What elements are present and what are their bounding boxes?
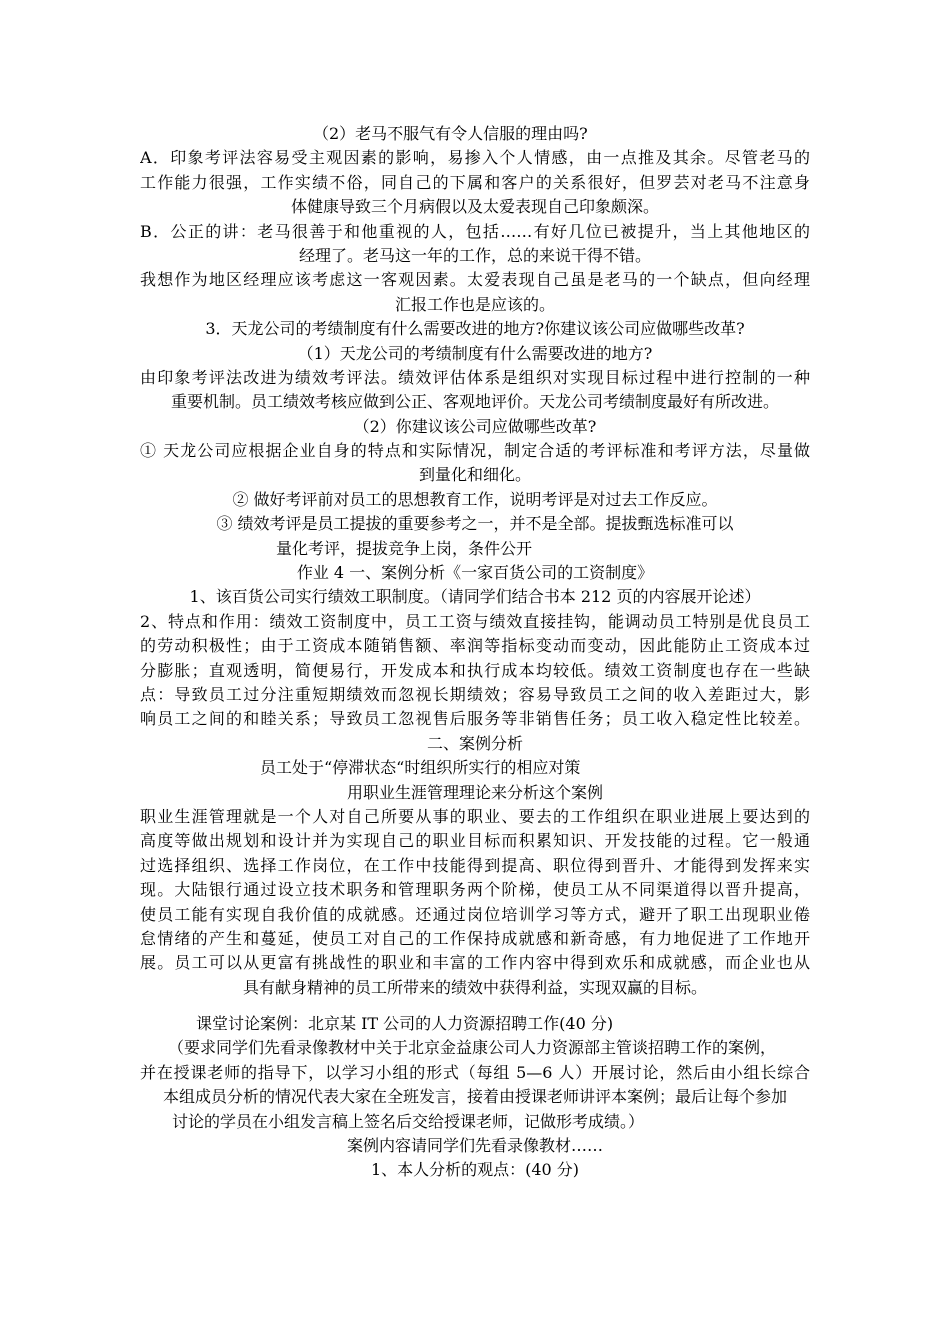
text-line: ③ 绩效考评是员工提拔的重要参考之一，并不是全部。提拔甄选标准可以 (216, 514, 734, 534)
text-line: 汇报工作也是应该的。 (394, 294, 555, 314)
text-line: 职业生涯管理就是一个人对自己所要从事的职业、要去的工作组织在职业进展上要达到的 (140, 806, 810, 826)
text-line: B．公正的讲：老马很善于和他重视的人，包括……有好几位已被提升，当上其他地区的 (140, 221, 810, 241)
text-line: 过选择组织、选择工作岗位，在工作中技能得到提高、职位得到晋升、才能得到发挥来实 (140, 855, 810, 875)
case-title: 课堂讨论案例：北京某 IT 公司的人力资源招聘工作(40 分) (196, 1014, 614, 1034)
text-line: 点：导致员工过分注重短期绩效而忽视长期绩效；容易导致员工之间的收入差距过大，影 (140, 684, 810, 704)
text-line: 重要机制。员工绩效考核应做到公正、客观地评价。天龙公司考绩制度最好有所改进。 (170, 392, 779, 412)
text-line: 作业 4 一、案例分析《一家百货公司的工资制度》 (296, 563, 654, 583)
text-line: 本组成员分析的情况代表大家在全班发言，接着由授课老师讲评本案例；最后让每个参加 (162, 1087, 787, 1107)
text-line: 员工处于“停滞状态“时组织所实行的相应对策 (260, 758, 581, 778)
text-line: 体健康导致三个月病假以及太爱表现自己印象颇深。 (290, 197, 659, 217)
text-line: 的劳动积极性；由于工资成本随销售额、率润等指标变动而变动，因此能防止工资成本过 (140, 636, 810, 656)
text-line: （要求同学们先看录像教材中关于北京金益康公司人力资源部主管谈招聘工作的案例， (168, 1038, 777, 1058)
text-line: 案例内容请同学们先看录像教材…… (346, 1136, 603, 1156)
text-line: ② 做好考评前对员工的思想教育工作，说明考评是对过去工作反应。 (232, 489, 718, 509)
document-body (140, 122, 810, 1183)
text-line: 工作能力很强，工作实绩不俗，同自己的下属和客户的关系很好，但罗芸对老马不注意身 (140, 172, 810, 192)
text-line: 1、该百货公司实行绩效工职制度。（请同学们结合书本 212 页的内容展开论述） (189, 587, 761, 607)
text-line: 3．天龙公司的考绩制度有什么需要改进的地方?你建议该公司应做哪些改革? (205, 319, 745, 339)
text-line: 现。大陆银行通过设立技术职务和管理职务两个阶梯，使员工从不同渠道得以晋升提高， (140, 880, 810, 900)
text-line: 由印象考评法改进为绩效考评法。绩效评估体系是组织对实现目标过程中进行控制的一种 (140, 367, 810, 387)
text-line: （1）天龙公司的考绩制度有什么需要改进的地方? (297, 343, 653, 363)
text-line: 分膨胀；直观透明，简便易行，开发成本和执行成本均较低。绩效工资制度也存在一些缺 (140, 660, 810, 680)
text-line: A．印象考评法容易受主观因素的影响，易掺入个人情感，由一点推及其余。尽管老马的 (140, 148, 810, 168)
text-line: 2、特点和作用：绩效工资制度中，员工工资与绩效直接挂钩，能调动员工特别是优良员工 (140, 611, 810, 631)
text-line: （2）你建议该公司应做哪些改革? (353, 416, 597, 436)
text-line: 1、本人分析的观点：(40 分) (370, 1160, 580, 1180)
text-line: 展。员工可以从更富有挑战性的职业和丰富的工作内容中得到欢乐和成就感，而企业也从 (140, 953, 810, 973)
text-line: 讨论的学员在小组发言稿上签名后交给授课老师，记做形考成绩。） (172, 1111, 645, 1131)
paragraph-gap (140, 1000, 810, 1012)
text-line: 到量化和细化。 (418, 465, 531, 485)
text-line: 并在授课老师的指导下，以学习小组的形式（每组 5—6 人）开展讨论，然后由小组长综合 (140, 1062, 810, 1082)
text-line: 具有献身精神的员工所带来的绩效中获得利益，实现双赢的目标。 (242, 977, 707, 997)
text-line: 我想作为地区经理应该考虑这一客观因素。太爱表现自己虽是老马的一个缺点，但向经理 (140, 270, 810, 290)
text-line: （2）老马不服气有令人信服的理由吗? (313, 124, 588, 143)
text-line: ① 天龙公司应根据企业自身的特点和实际情况，制定合适的考评标准和考评方法，尽量做 (140, 441, 810, 461)
text-line: 响员工之间的和睦关系；导致员工忽视售后服务等非销售任务；员工收入稳定性比较差。 (140, 709, 810, 729)
text-line: 怠情绪的产生和蔓延，使员工对自己的工作保持成就感和新奇感，有力地促进了工作地开 (140, 928, 810, 948)
text-line: 使员工能有实现自我价值的成就感。还通过岗位培训学习等方式，避开了职工出现职业倦 (140, 904, 810, 924)
text-line: 量化考评，提拔竞争上岗，条件公开 (276, 538, 533, 558)
text-line: 用职业生涯管理理论来分析这个案例 (346, 782, 603, 802)
text-line: 高度等做出规划和设计并为实现自己的职业目标而积累知识、开发技能的过程。它一般通 (140, 831, 810, 851)
section-heading: 二、案例分析 (426, 733, 523, 753)
text-line: 经理了。老马这一年的工作，总的来说干得不错。 (298, 245, 651, 265)
